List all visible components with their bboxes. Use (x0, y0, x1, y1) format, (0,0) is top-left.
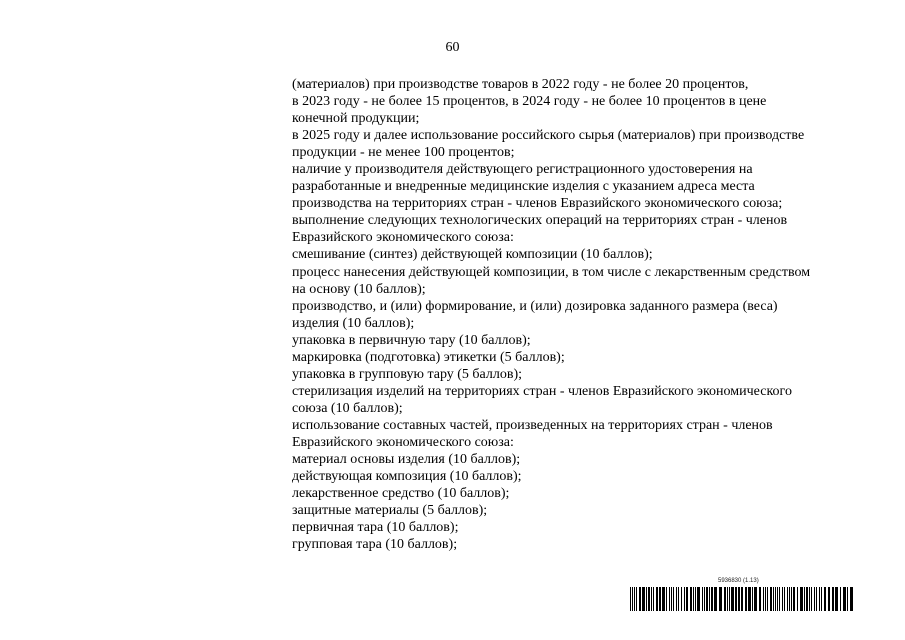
barcode-bar (752, 587, 753, 611)
barcode-bar (791, 587, 792, 611)
text-line: (материалов) при производстве товаров в 2022 году - не более 20 процентов, (292, 77, 749, 92)
text-line: производства на территориях стран - членов Евразийского экономического союза; (292, 196, 783, 212)
text-line: процесс нанесения действующей композиции, в том числе с лекарственным средством (292, 264, 811, 280)
text-line: на основу (10 баллов); (292, 281, 426, 297)
barcode-bar (770, 587, 772, 611)
barcode-bar (804, 587, 805, 611)
text-line: конечной продукции; (292, 111, 420, 127)
barcode-bar (634, 587, 635, 611)
barcode-bar (727, 587, 728, 611)
barcode-bar (646, 587, 647, 611)
barcode-bar (719, 587, 722, 611)
barcode-bar (632, 587, 633, 611)
text-line: маркировка (подготовка) этикетки (5 баллов); (292, 349, 565, 365)
barcode-bar (686, 587, 688, 611)
barcode-bar (642, 587, 645, 611)
barcode-bar (676, 587, 677, 611)
barcode-bar (662, 587, 665, 611)
barcode-bar (816, 587, 817, 611)
barcode-bar (797, 587, 798, 611)
text-line: союза (10 баллов); (292, 400, 403, 416)
text-line: производство, и (или) формирование, и (или) дозировка заданного размера (веса) (292, 298, 778, 314)
barcode-bar (806, 587, 808, 611)
text-line: Евразийского экономического союза: (292, 230, 514, 246)
barcode-bar (653, 587, 654, 611)
text-line: в 2025 году и далее использование российского сырья (материалов) при производстве (292, 128, 805, 144)
barcode-bar (775, 587, 776, 611)
barcode-bar (711, 587, 713, 611)
barcode-bar (832, 587, 834, 611)
barcode-bar (666, 587, 667, 611)
barcode-bar (731, 587, 734, 611)
text-line: смешивание (синтез) действующей композиции (10 баллов); (292, 247, 653, 263)
barcode-bar (709, 587, 710, 611)
document-body (292, 76, 872, 553)
barcode-bar (840, 587, 841, 611)
barcode-bar (819, 587, 820, 611)
barcode-bar (714, 587, 717, 611)
barcode-bar (738, 587, 740, 611)
text-line: продукции - не менее 100 процентов; (292, 145, 515, 161)
text-line: упаковка в первичную тару (10 баллов); (292, 332, 531, 348)
barcode-bar (656, 587, 658, 611)
barcode-bar (706, 587, 708, 611)
barcode-bar (704, 587, 705, 611)
text-line: Евразийского экономического союза: (292, 434, 514, 450)
barcode-bar (651, 587, 652, 611)
barcode-bar (789, 587, 790, 611)
text-line: материал основы изделия (10 баллов); (292, 452, 521, 468)
barcode-bar (669, 587, 670, 611)
barcode-bar (811, 587, 812, 611)
text-line: групповая тара (10 баллов); (292, 537, 458, 553)
barcode-bar (787, 587, 788, 611)
barcode-bar (693, 587, 694, 611)
barcode-bar (850, 587, 853, 611)
barcode-bar (697, 587, 700, 611)
barcode-bar (659, 587, 661, 611)
barcode-bar (835, 587, 838, 611)
barcode-bar (639, 587, 641, 611)
barcode-bar (782, 587, 783, 611)
barcode-bar (695, 587, 696, 611)
barcode-bar (800, 587, 803, 611)
barcode-bar (814, 587, 815, 611)
text-line: разработанные и внедренные медицинские изделия с указанием адреса места (292, 179, 755, 195)
barcode-bar (648, 587, 650, 611)
barcode-bar (630, 587, 631, 611)
text-line: использование составных частей, произведенных на территориях стран - членов (292, 417, 773, 433)
barcode-bar (847, 587, 848, 611)
text-line: лекарственное средство (10 баллов); (292, 486, 510, 502)
barcode-bar (702, 587, 703, 611)
barcode-bar (828, 587, 830, 611)
barcode-bar (636, 587, 637, 611)
text-line: стерилизация изделий на территориях стран - членов Евразийского экономического (292, 383, 792, 399)
text-line: выполнение следующих технологических операций на территориях стран - членов (292, 213, 788, 229)
barcode-bar (767, 587, 768, 611)
barcode-bar (684, 587, 685, 611)
barcode-bar (843, 587, 846, 611)
barcode-bar (759, 587, 761, 611)
barcode-bar (763, 587, 764, 611)
barcode-bar (690, 587, 692, 611)
barcode-bar (729, 587, 730, 611)
barcode-bar (735, 587, 737, 611)
barcode-bar (784, 587, 785, 611)
text-line: в 2023 году - не более 15 процентов, в 2024 году - не более 10 процентов в цене (292, 94, 767, 110)
barcode-bar (724, 587, 726, 611)
barcode-bar (777, 587, 778, 611)
barcode-bar (821, 587, 822, 611)
text-line: наличие у производителя действующего регистрационного удостоверения на (292, 162, 753, 178)
text-line: первичная тара (10 баллов); (292, 520, 459, 536)
barcode-bar (765, 587, 766, 611)
barcode-bar (793, 587, 795, 611)
barcode-bar (745, 587, 747, 611)
barcode-bar (681, 587, 682, 611)
barcode-bar (671, 587, 672, 611)
barcode-bar (741, 587, 743, 611)
text-line: упаковка в групповую тару (5 баллов); (292, 366, 523, 382)
barcode-bar (779, 587, 780, 611)
barcode-bar (809, 587, 810, 611)
barcode-bar (773, 587, 774, 611)
page-number: 60 (445, 40, 460, 55)
barcode-caption: 5936830 (1.13) (718, 578, 759, 584)
text-line: изделия (10 баллов); (292, 315, 415, 331)
barcode-bar (673, 587, 674, 611)
barcode-icon (630, 587, 856, 611)
text-line: действующая композиция (10 баллов); (292, 469, 522, 485)
barcode-bar (754, 587, 757, 611)
text-line: защитные материалы (5 баллов); (292, 503, 488, 519)
barcode-bar (678, 587, 679, 611)
barcode-bar (824, 587, 826, 611)
barcode-bar (748, 587, 751, 611)
